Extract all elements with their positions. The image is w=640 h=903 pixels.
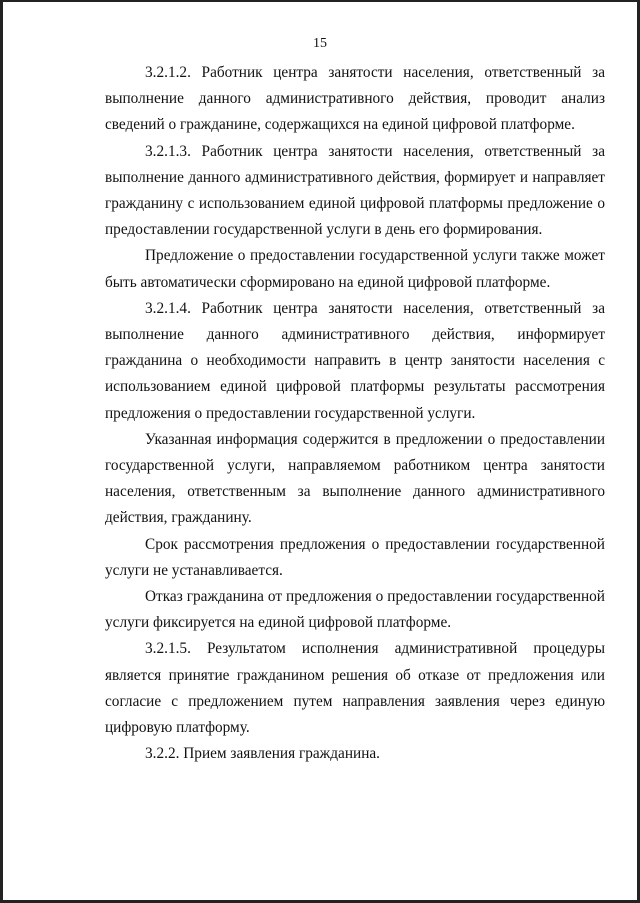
paragraph-review-period: Срок рассмотрения предложения о предоставлении государственной услуги не устанавливается. [105,535,605,579]
paragraph-auto-offer: Предложение о предоставлении государственной услуги также может быть автоматически сформировано на единой цифровой платформе. [105,247,605,291]
scan-border-left [0,0,3,903]
paragraph-3-2-1-4: 3.2.1.4. Работник центра занятости населения, ответственный за выполнение данного административного действия, информирует гражданина о необходимости направить в центр занятости населения с использованием единой цифровой платформы результаты рассмотрения предложения о предоставлении государственной услуги. [105,299,605,422]
paragraph-3-2-1-2: 3.2.1.2. Работник центра занятости населения, ответственный за выполнение данного административного действия, проводит анализ сведений о гражданине, содержащихся на единой цифровой платформе. [105,64,605,134]
page-number: 15 [313,36,327,51]
paragraph-3-2-1-5: 3.2.1.5. Результатом исполнения административной процедуры является принятие гражданином решения об отказе от предложения или согласие с предложением путем направления заявления через единую цифровую платформу. [105,640,605,737]
document-body [105,60,605,767]
paragraph-info-contained: Указанная информация содержится в предложении о предоставлении государственной услуги, направляемом работником центра занятости населения, ответственным за выполнение данного административного действия, гражданину. [105,430,605,527]
paragraph-3-2-1-3: 3.2.1.3. Работник центра занятости населения, ответственный за выполнение данного административного действия, формирует и направляет гражданину с использованием единой цифровой платформы предложение о предоставлении государственной услуги в день его формирования. [105,142,605,239]
paragraph-refusal: Отказ гражданина от предложения о предоставлении государственной услуги фиксируется на единой цифровой платформе. [105,588,605,632]
paragraph-3-2-2: 3.2.2. Прием заявления гражданина. [145,745,380,763]
scan-border-top [0,0,640,2]
